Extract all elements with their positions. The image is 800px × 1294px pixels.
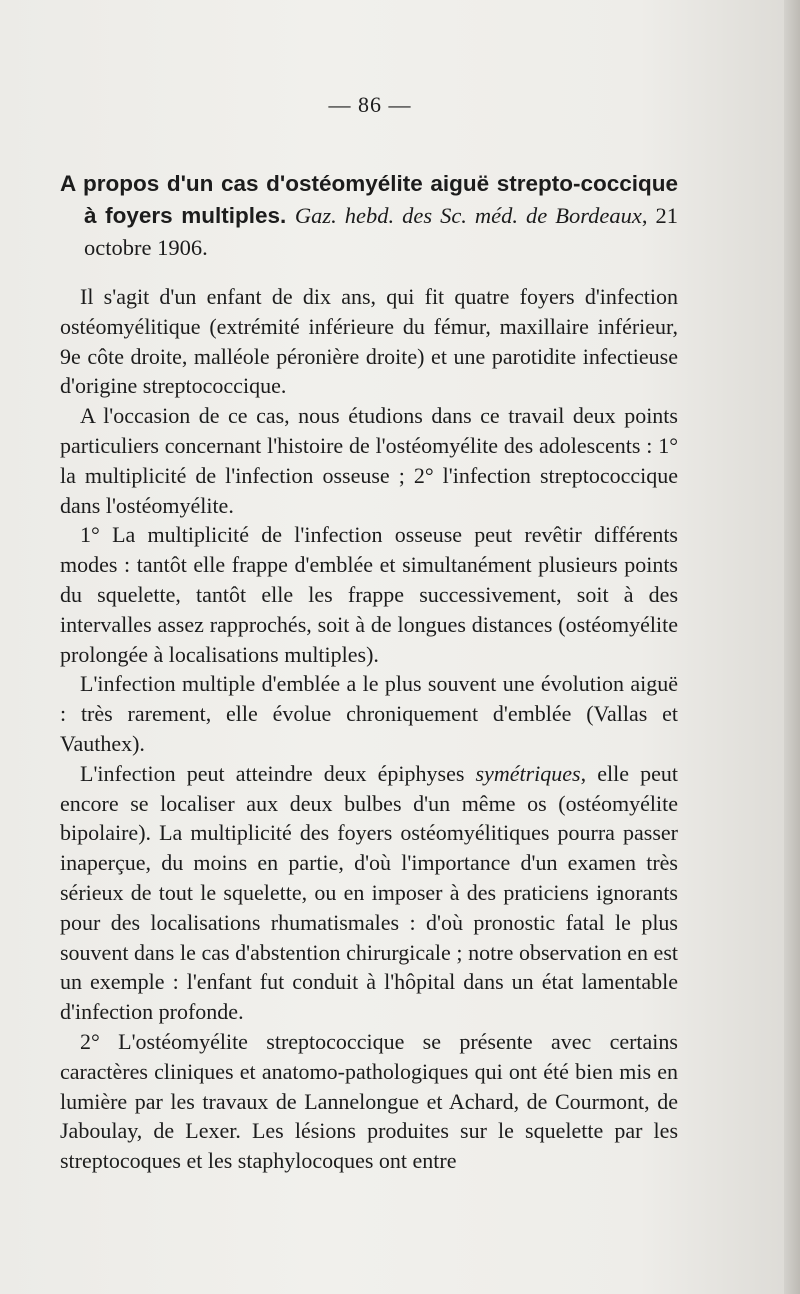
article-title bbox=[60, 168, 678, 264]
article-content bbox=[60, 168, 678, 1176]
page-number: — 86 — bbox=[328, 92, 412, 117]
paragraph-5-before: L'infection peut atteindre deux épiphyses bbox=[80, 760, 476, 786]
paragraph-5 bbox=[60, 759, 678, 1027]
paragraph-1: Il s'agit d'un enfant de dix ans, qui fit quatre foyers d'infection ostéomyélitique (extrémité inférieure du fémur, maxillaire inférieur, 9e côte droite, malléole péronière droite) et une parotidite infectieuse d'origine streptococcique. bbox=[60, 284, 678, 399]
title-bold: A propos d'un cas d'ostéomyélite aiguë strepto-coccique à foyers multiples. bbox=[60, 171, 678, 228]
paragraph-2: A l'occasion de ce cas, nous étudions dans ce travail deux points particuliers concernant l'histoire de l'ostéomyélite des adolescents : 1° la multiplicité de l'infection osseuse ; 2° l'infection streptococcique dans l'ostéomyélite. bbox=[60, 403, 678, 518]
paragraph-5-emphasis: symétriques bbox=[475, 760, 581, 786]
citation-date: , 21 octobre 1906. bbox=[84, 203, 678, 260]
paragraph-6: 2° L'ostéomyélite streptococcique se présente avec certains caractères cliniques et anatomo-pathologiques qui ont été bien mis en lumière par les travaux de Lannelongue et Achard, de Courmont, de Jaboulay, de Lexer. Les lésions produites sur le squelette par les streptocoques et les staphylocoques ont entre bbox=[60, 1028, 678, 1174]
paragraph-3: 1° La multiplicité de l'infection osseuse peut revêtir différents modes : tantôt elle frappe d'emblée et simultanément plusieurs points du squelette, tantôt elle les frappe successivement, soit à des intervalles assez rapprochés, soit à de longues distances (ostéomyélite prolongée à localisations multiples). bbox=[60, 522, 678, 667]
journal-citation: Gaz. hebd. des Sc. méd. de Bordeaux bbox=[294, 203, 642, 228]
paragraph-5-after: , elle peut encore se localiser aux deux bulbes d'un même os (ostéomyélite bipolaire). La multiplicité des foyers ostéomyélitiques pourra passer inaperçue, du moins en partie, d'où l'importance d'un examen très sérieux de tout le squelette, ou en imposer à des praticiens ignorants pour des localisations rhumatismales : d'où pronostic fatal le plus souvent dans le cas d'abstention chirurgicale ; notre observation en est un exemple : l'enfant fut conduit à l'hôpital dans un état lamentable d'infection profonde. bbox=[60, 760, 678, 1025]
page-edge-shadow bbox=[784, 0, 800, 1294]
paragraph-4: L'infection multiple d'emblée a le plus souvent une évolution aiguë : très rarement, elle évolue chroniquement d'emblée (Vallas et Vauthex). bbox=[60, 671, 678, 756]
